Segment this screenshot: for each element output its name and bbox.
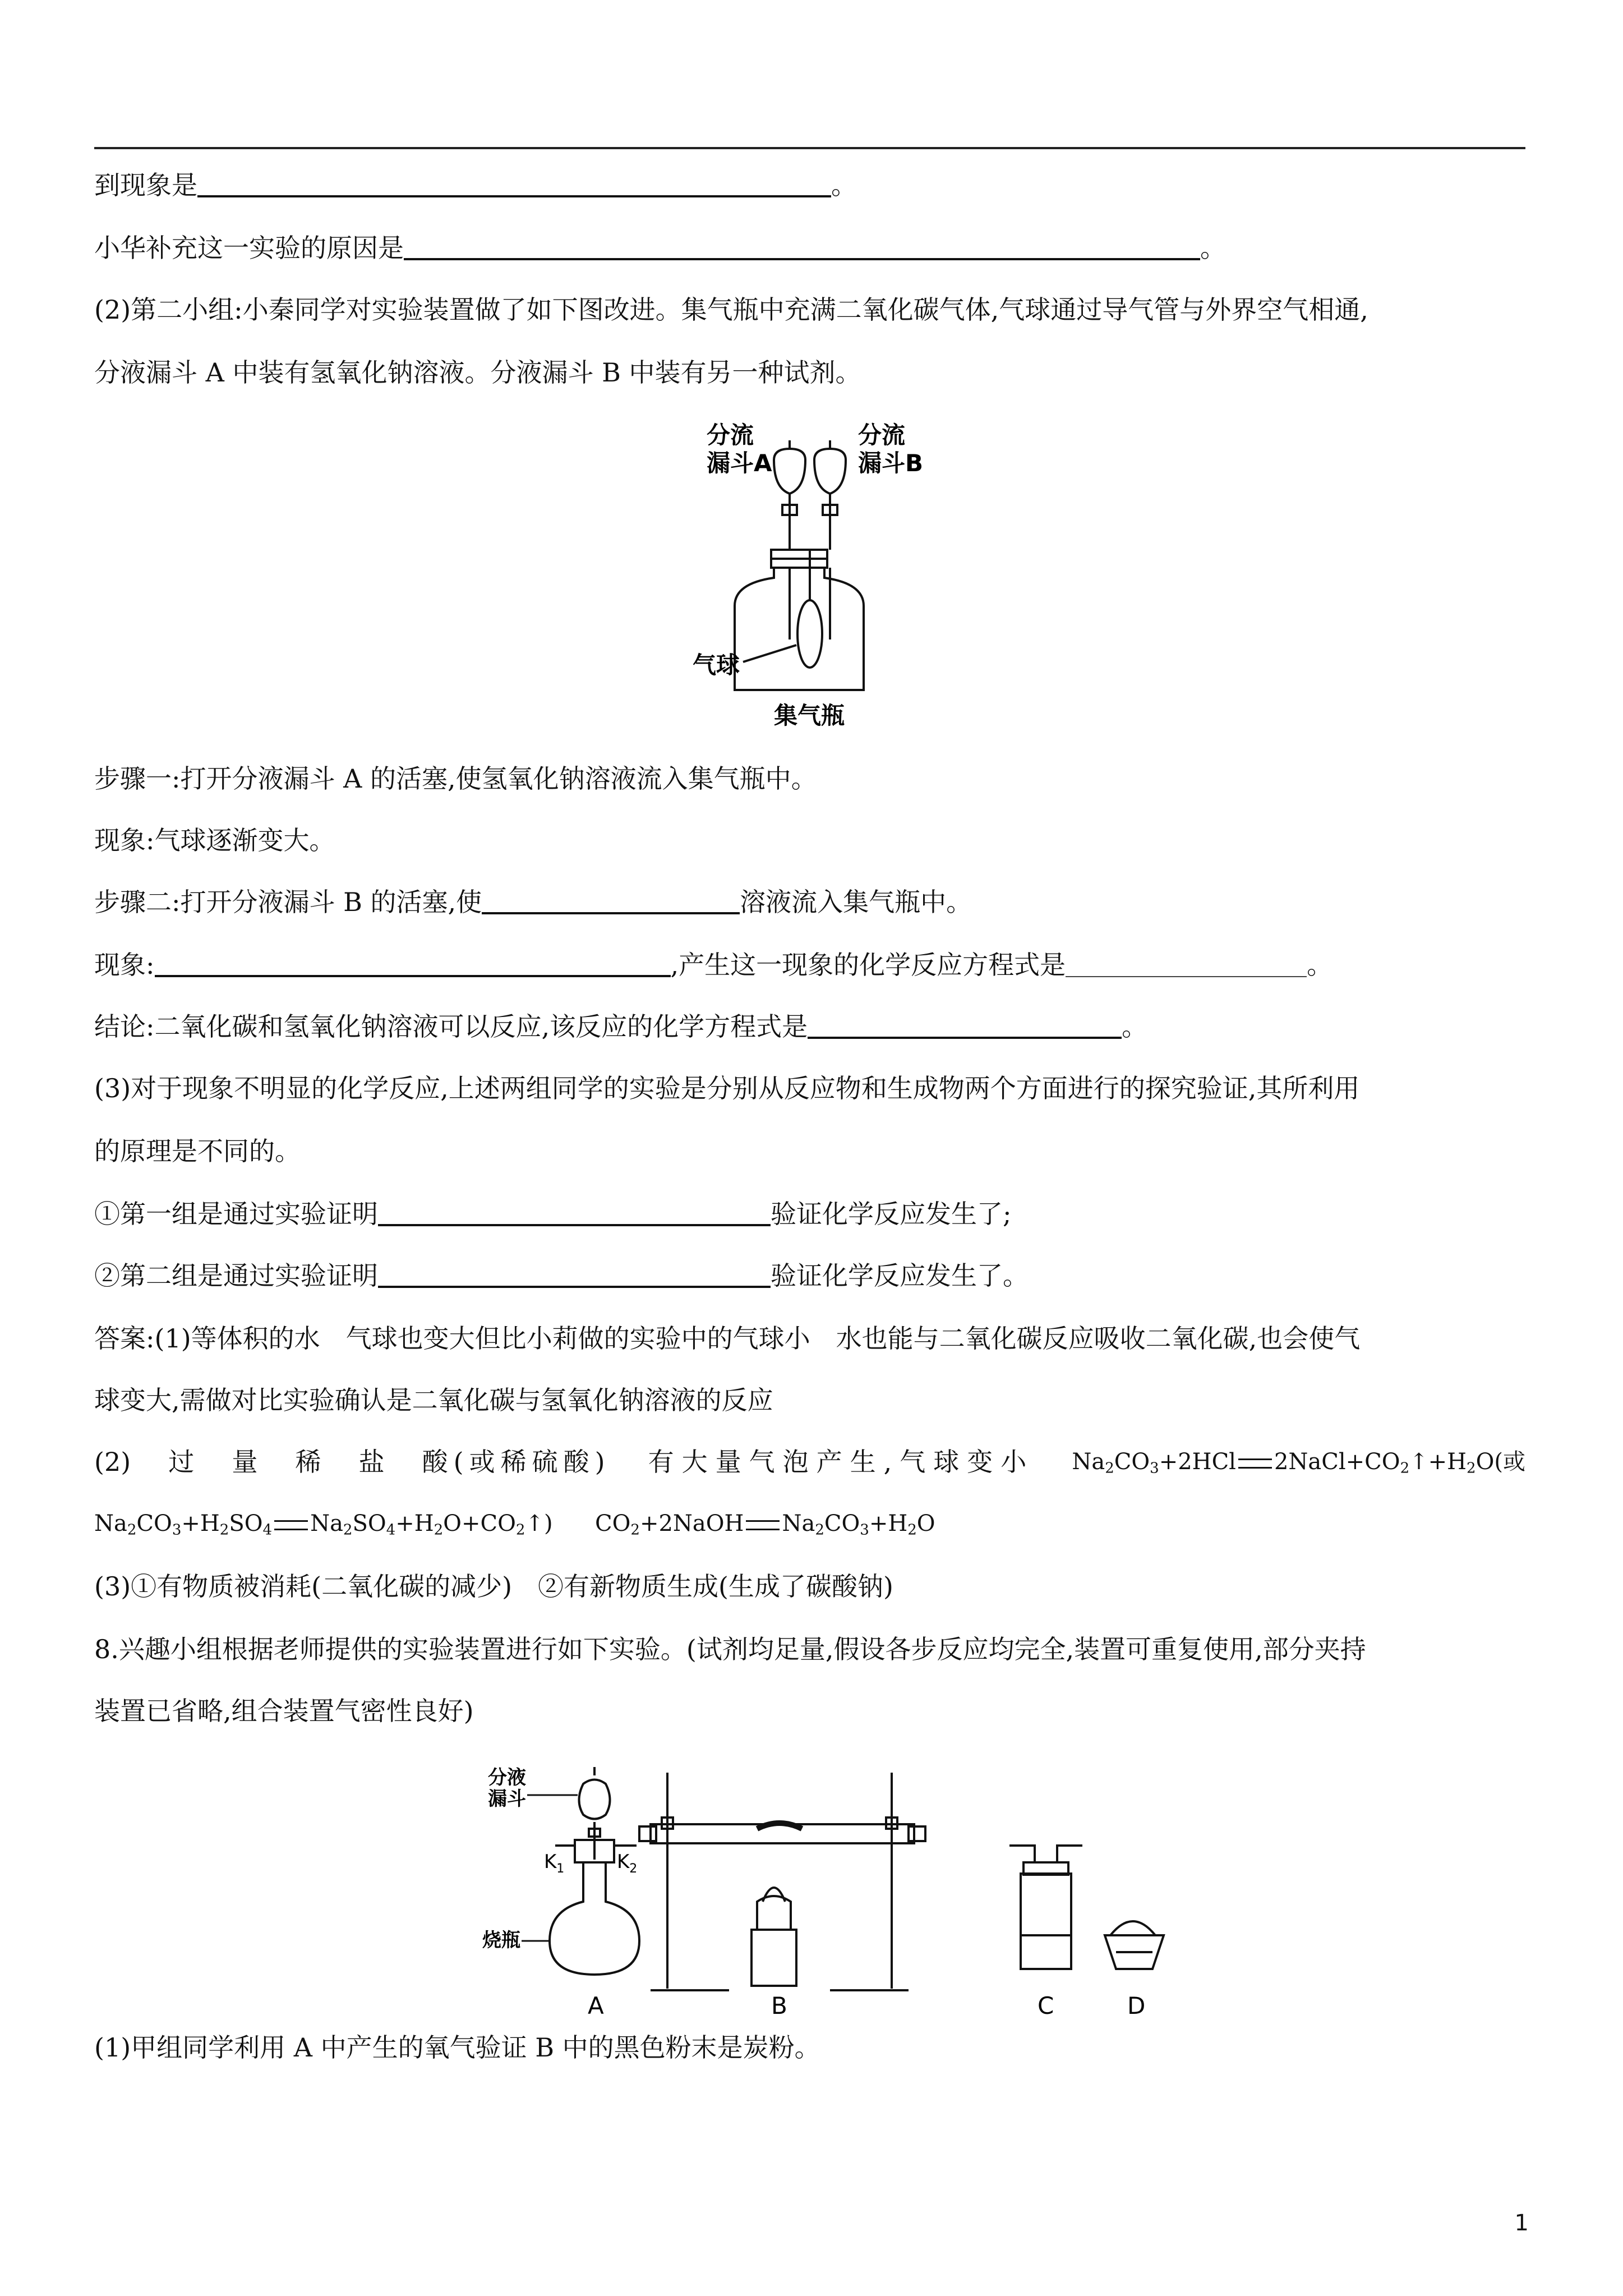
combustion-tube: [651, 1824, 914, 1843]
label-funnel-b: 漏斗B: [858, 449, 924, 477]
equation-3: $CO_2+2NaOH$ $Na_2CO_3+H_2O$: [595, 1511, 935, 1539]
answer-blank[interactable]: [155, 948, 671, 977]
fill-line-reason: 小华补充这一实验的原因是 。: [94, 231, 1525, 265]
answer-2-line-2: [94, 1507, 1525, 1540]
black-powder: [757, 1823, 802, 1829]
lamp-block: [751, 1930, 796, 1986]
label-funnel-a: 漏斗A: [707, 449, 772, 477]
funnel-a: [774, 449, 805, 494]
label-funnel: 分液: [488, 1766, 526, 1789]
step-1: 步骤一:打开分液漏斗 A 的活塞,使氢氧化钠溶液流入集气瓶中。: [94, 763, 817, 794]
fill-line-phenomenon: 到现象是 。: [94, 168, 1525, 202]
answer-blank[interactable]: [808, 1010, 1122, 1039]
paragraph-3-line-1: (3)对于现象不明显的化学反应,上述两组同学的实验是分别从反应物和生成物两个方面进行的探究验证,其所利用: [94, 1073, 1360, 1103]
phenomenon-1: 现象:气球逐渐变大。: [94, 825, 335, 855]
answer-1-line-1: 答案:(1)等体积的水 气球也变大但比小莉做的实验中的气球小 水也能与二氧化碳反应吸收二氧化碳,也会使气: [94, 1323, 1361, 1354]
answer-2-line-1: (2) 过 量 稀 盐 酸(或稀硫酸) 有大量气泡产生,气球变小 $Na_2CO_3+2HCl$ $2NaCl+CO_2↑+H_2O$(或: [94, 1445, 1525, 1479]
label-flask: 烧瓶: [482, 1929, 520, 1952]
funnel-b: [814, 449, 846, 494]
lamp-d: [1110, 1921, 1155, 1935]
round-flask: [550, 1862, 639, 1975]
label-funnel: 漏斗: [488, 1788, 526, 1810]
answer-blank[interactable]: [404, 231, 1200, 260]
label-b: B: [771, 1992, 787, 2019]
gas-bottle: [735, 567, 864, 690]
answer-1-line-2: 球变大,需做对比实验确认是二氧化碳与氢氧化钠溶液的反应: [94, 1385, 773, 1415]
label-gas-bottle: 集气瓶: [774, 702, 845, 729]
answer-blank[interactable]: [378, 1259, 771, 1288]
separating-funnel: [579, 1780, 610, 1819]
paragraph-2-line-2: 分液漏斗 A 中装有氢氧化钠溶液。分液漏斗 B 中装有另一种试剂。: [94, 357, 861, 388]
header-rule: [94, 147, 1525, 149]
equation-1: $Na_2CO_3+2HCl$ $2NaCl+CO_2↑+H_2O$(或: [1072, 1449, 1525, 1477]
equals-sign: [746, 1520, 780, 1530]
answer-blank[interactable]: [482, 885, 740, 914]
gas-bottle-figure: [690, 415, 948, 729]
label-k1: $K_1$: [544, 1851, 565, 1876]
page-number: 1: [1514, 2210, 1529, 2236]
apparatus-figure: [482, 1761, 1178, 2019]
equation-2: $Na_2CO_3+H_2SO_4$ $Na_2SO_4+H_2O+CO_2↑$): [94, 1511, 553, 1539]
paragraph-3-line-2: 的原理是不同的。: [94, 1136, 301, 1166]
label-balloon: 气球: [693, 651, 740, 679]
claim-group-1: ①第一组是通过实验证明 验证化学反应发生了;: [94, 1197, 1525, 1231]
answer-blank[interactable]: [197, 168, 831, 197]
label-c: C: [1038, 1992, 1054, 2019]
equals-sign: [274, 1520, 308, 1530]
label-funnel-b: 分流: [858, 421, 906, 449]
step-2: 步骤二:打开分液漏斗 B 的活塞,使 溶液流入集气瓶中。: [94, 885, 1525, 919]
label-k2: $K_2$: [617, 1851, 638, 1876]
equals-sign: [1238, 1458, 1272, 1469]
gas-washing-bottle: [1021, 1874, 1071, 1969]
paragraph-2-line-1: (2)第二小组:小秦同学对实验装置做了如下图改进。集气瓶中充满二氧化碳气体,气球通过导气管与外界空气相通,: [94, 295, 1368, 325]
question-8-line-2: 装置已省略,组合装置气密性良好): [94, 1696, 474, 1726]
question-8-line-1: 8.兴趣小组根据老师提供的实验装置进行如下实验。(试剂均足量,假设各步反应均完全,装置可重复使用,部分夹持: [94, 1634, 1366, 1664]
answer-blank[interactable]: [378, 1197, 771, 1226]
label-d: D: [1127, 1992, 1146, 2019]
conclusion: 结论:二氧化碳和氢氧化钠溶液可以反应,该反应的化学方程式是 。: [94, 1010, 1525, 1043]
answer-blank[interactable]: [1066, 949, 1307, 977]
balloon: [797, 600, 822, 668]
answer-3: (3)①有物质被消耗(二氧化碳的减少) ②有新物质生成(生成了碳酸钠): [94, 1571, 893, 1602]
claim-group-2: ②第二组是通过实验证明 验证化学反应发生了。: [94, 1259, 1525, 1292]
label-funnel-a: 分流: [707, 421, 754, 449]
label-a: A: [588, 1992, 604, 2019]
question-8-sub-1: (1)甲组同学利用 A 中产生的氧气验证 B 中的黑色粉末是炭粉。: [94, 2032, 820, 2063]
phenomenon-2: 现象: ,产生这一现象的化学反应方程式是 。: [94, 948, 1525, 982]
